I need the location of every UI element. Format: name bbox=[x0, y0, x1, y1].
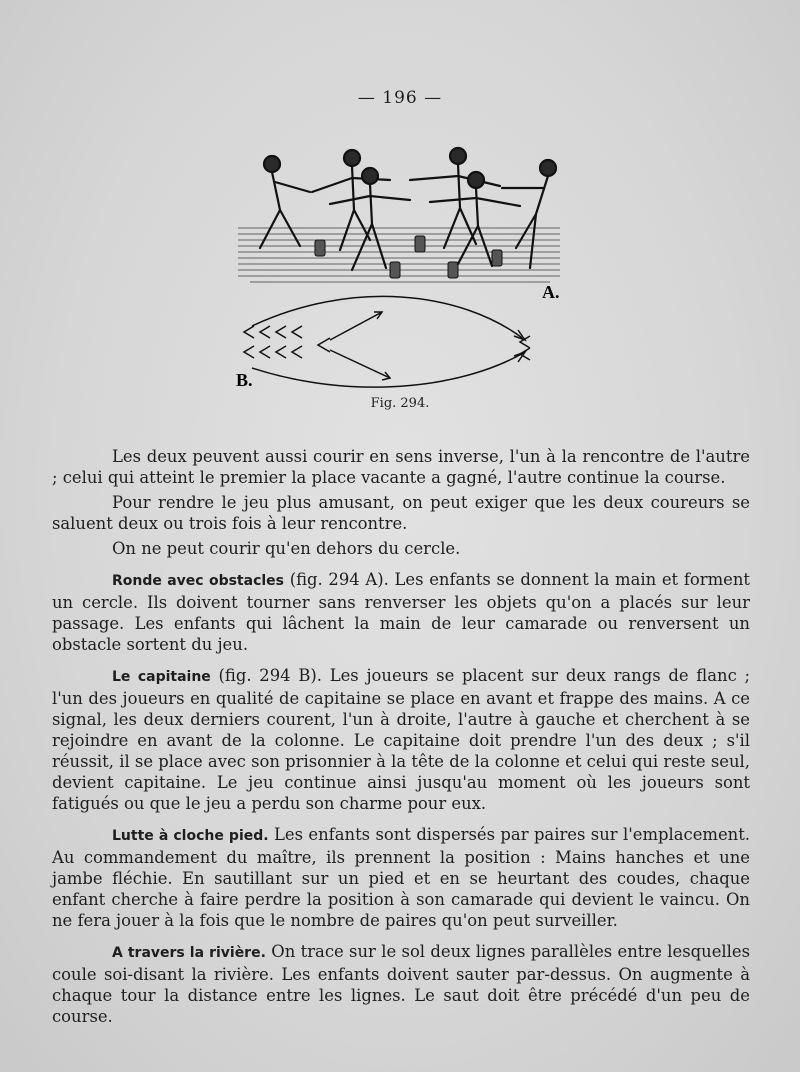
paragraph-text: Les deux peuvent aussi courir en sens inverse, l'un à la rencontre de l'autre ; celui qui atteint le premier la place vacante a gagné, l'autre continue la course. bbox=[52, 447, 750, 487]
paragraph-text: Les enfants sont dispersés par paires sur l'emplacement. Au commandement du maître, ils prennent la position : Mains hanches et une jambe fléchie. En sautillant sur un pied et en se heurtant des coudes, chaque enfant cherche à faire perdre la position à son camarade qui devient le vaincu. On ne fera jouer à la fois que le nombre de paires qu'on peut surveiller. bbox=[52, 825, 751, 930]
section-heading: A travers la rivière. bbox=[112, 945, 266, 961]
paragraph-ronde bbox=[52, 569, 750, 655]
paragraph-text: On ne peut courir qu'en dehors du cercle. bbox=[112, 539, 461, 558]
captain-diagram bbox=[244, 296, 530, 387]
figure-label-a: A. bbox=[542, 282, 560, 302]
figure-294 bbox=[230, 140, 575, 410]
paragraph-text: (fig. 294 B). Les joueurs se placent sur deux rangs de flanc ; l'un des joueurs en qualité de capitaine se place en avant et frappe des mains. A ce signal, les deux derniers courent, l'un à droite, l'autre à gauche et cherchent à se rejoindre en avant de la colonne. Le capitaine doit prendre l'un des deux ; s'il réussit, il se place avec son prisonnier à la tête de la colonne et celui qui reste seul, devient capitaine. Le jeu continue ainsi jusqu'au moment où les joueurs sont fatigués ou que le jeu a perdu son charme pour eux. bbox=[52, 666, 751, 813]
figure-label-b: B. bbox=[236, 370, 253, 390]
paragraph-lutte bbox=[52, 824, 750, 931]
paragraph bbox=[52, 538, 750, 559]
paragraph-capitaine bbox=[52, 665, 750, 814]
paragraph-riviere bbox=[52, 941, 750, 1027]
paragraph bbox=[52, 492, 750, 534]
page-number: — 196 — bbox=[357, 88, 443, 108]
paragraph-text: (fig. 294 A). Les enfants se donnent la main et forment un cercle. Ils doivent tourner sans renverser les objets qu'on a placés sur leur passage. Les enfants qui lâchent la main de leur camarade ou renversent un obstacle sortent du jeu. bbox=[52, 570, 750, 654]
figure-caption: Fig. 294. bbox=[370, 396, 430, 411]
section-heading: Le capitaine bbox=[112, 669, 211, 685]
section-heading: Ronde avec obstacles bbox=[112, 573, 284, 589]
figure-illustration bbox=[230, 140, 575, 400]
paragraph-text: Pour rendre le jeu plus amusant, on peut exiger que les deux coureurs se saluent deux ou trois fois à leur rencontre. bbox=[52, 493, 750, 533]
body-text bbox=[52, 446, 750, 1037]
section-heading: Lutte à cloche pied. bbox=[112, 828, 269, 844]
paragraph bbox=[52, 446, 750, 488]
paragraph-text: On trace sur le sol deux lignes parallèles entre lesquelles coule soi-disant la rivière. Les enfants doivent sauter par-dessus. On augmente à chaque tour la distance entre les lignes. Le saut doit être précédé d'un peu de course. bbox=[52, 942, 750, 1026]
